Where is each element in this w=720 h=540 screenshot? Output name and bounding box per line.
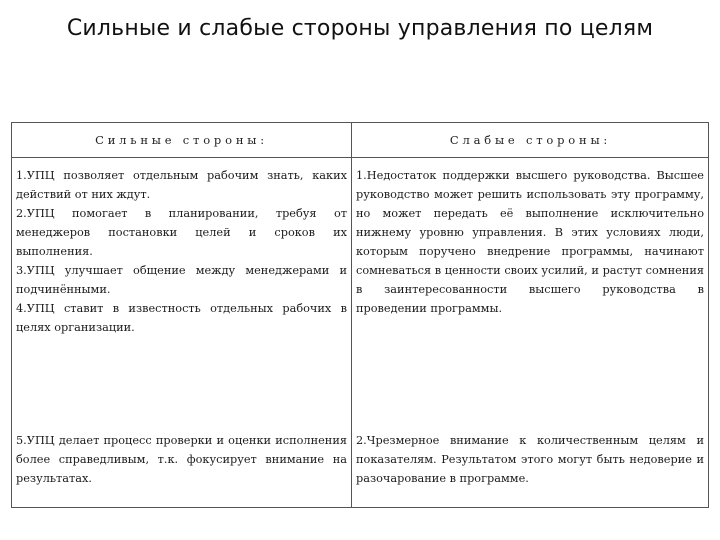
strength-item-1: 1.УПЦ позволяет отдельным рабочим знать, каких действий от них ждут. (16, 169, 347, 201)
strength-item-5: 5.УПЦ делает процесс проверки и оценки исполнения более справедливым, т.к. фокусирует внимание на результатах. (16, 434, 347, 485)
strengths-cell-bottom (16, 431, 347, 488)
header-divider (12, 157, 708, 158)
strengths-header: Сильные стороны: (95, 133, 268, 147)
strength-item-3: 3.УПЦ улучшает общение между менеджерами и подчинёнными. (16, 264, 347, 296)
weakness-item-2: 2.Чрезмерное внимание к количественным целям и показателям. Результатом этого могут быть недоверие и разочарование в программе. (356, 434, 704, 485)
weaknesses-cell-top (356, 166, 704, 318)
weaknesses-header: Слабые стороны: (449, 133, 612, 147)
weakness-item-1: 1.Недостаток поддержки высшего руководства. Высшее руководство может решить использовать эту программу, но может передать её выполнение исключительно нижнему уровню управления. В этих условиях люди, которым поручено внедрение программы, начинают сомневаться в ценности своих усилий, и растут сомнения в заинтересованности высшего руководства в проведении программы. (356, 169, 704, 315)
column-divider (351, 123, 352, 507)
strength-item-2: 2.УПЦ помогает в планировании, требуя от менеджеров постановки целей и сроков их выполнения. (16, 207, 347, 258)
comparison-table (11, 122, 709, 508)
weaknesses-cell-bottom (356, 431, 704, 488)
strength-item-4: 4.УПЦ ставит в известность отдельных рабочих в целях организации. (16, 302, 347, 334)
strengths-cell-top (16, 166, 347, 337)
slide-title: Сильные и слабые стороны управления по целям (66, 16, 654, 41)
